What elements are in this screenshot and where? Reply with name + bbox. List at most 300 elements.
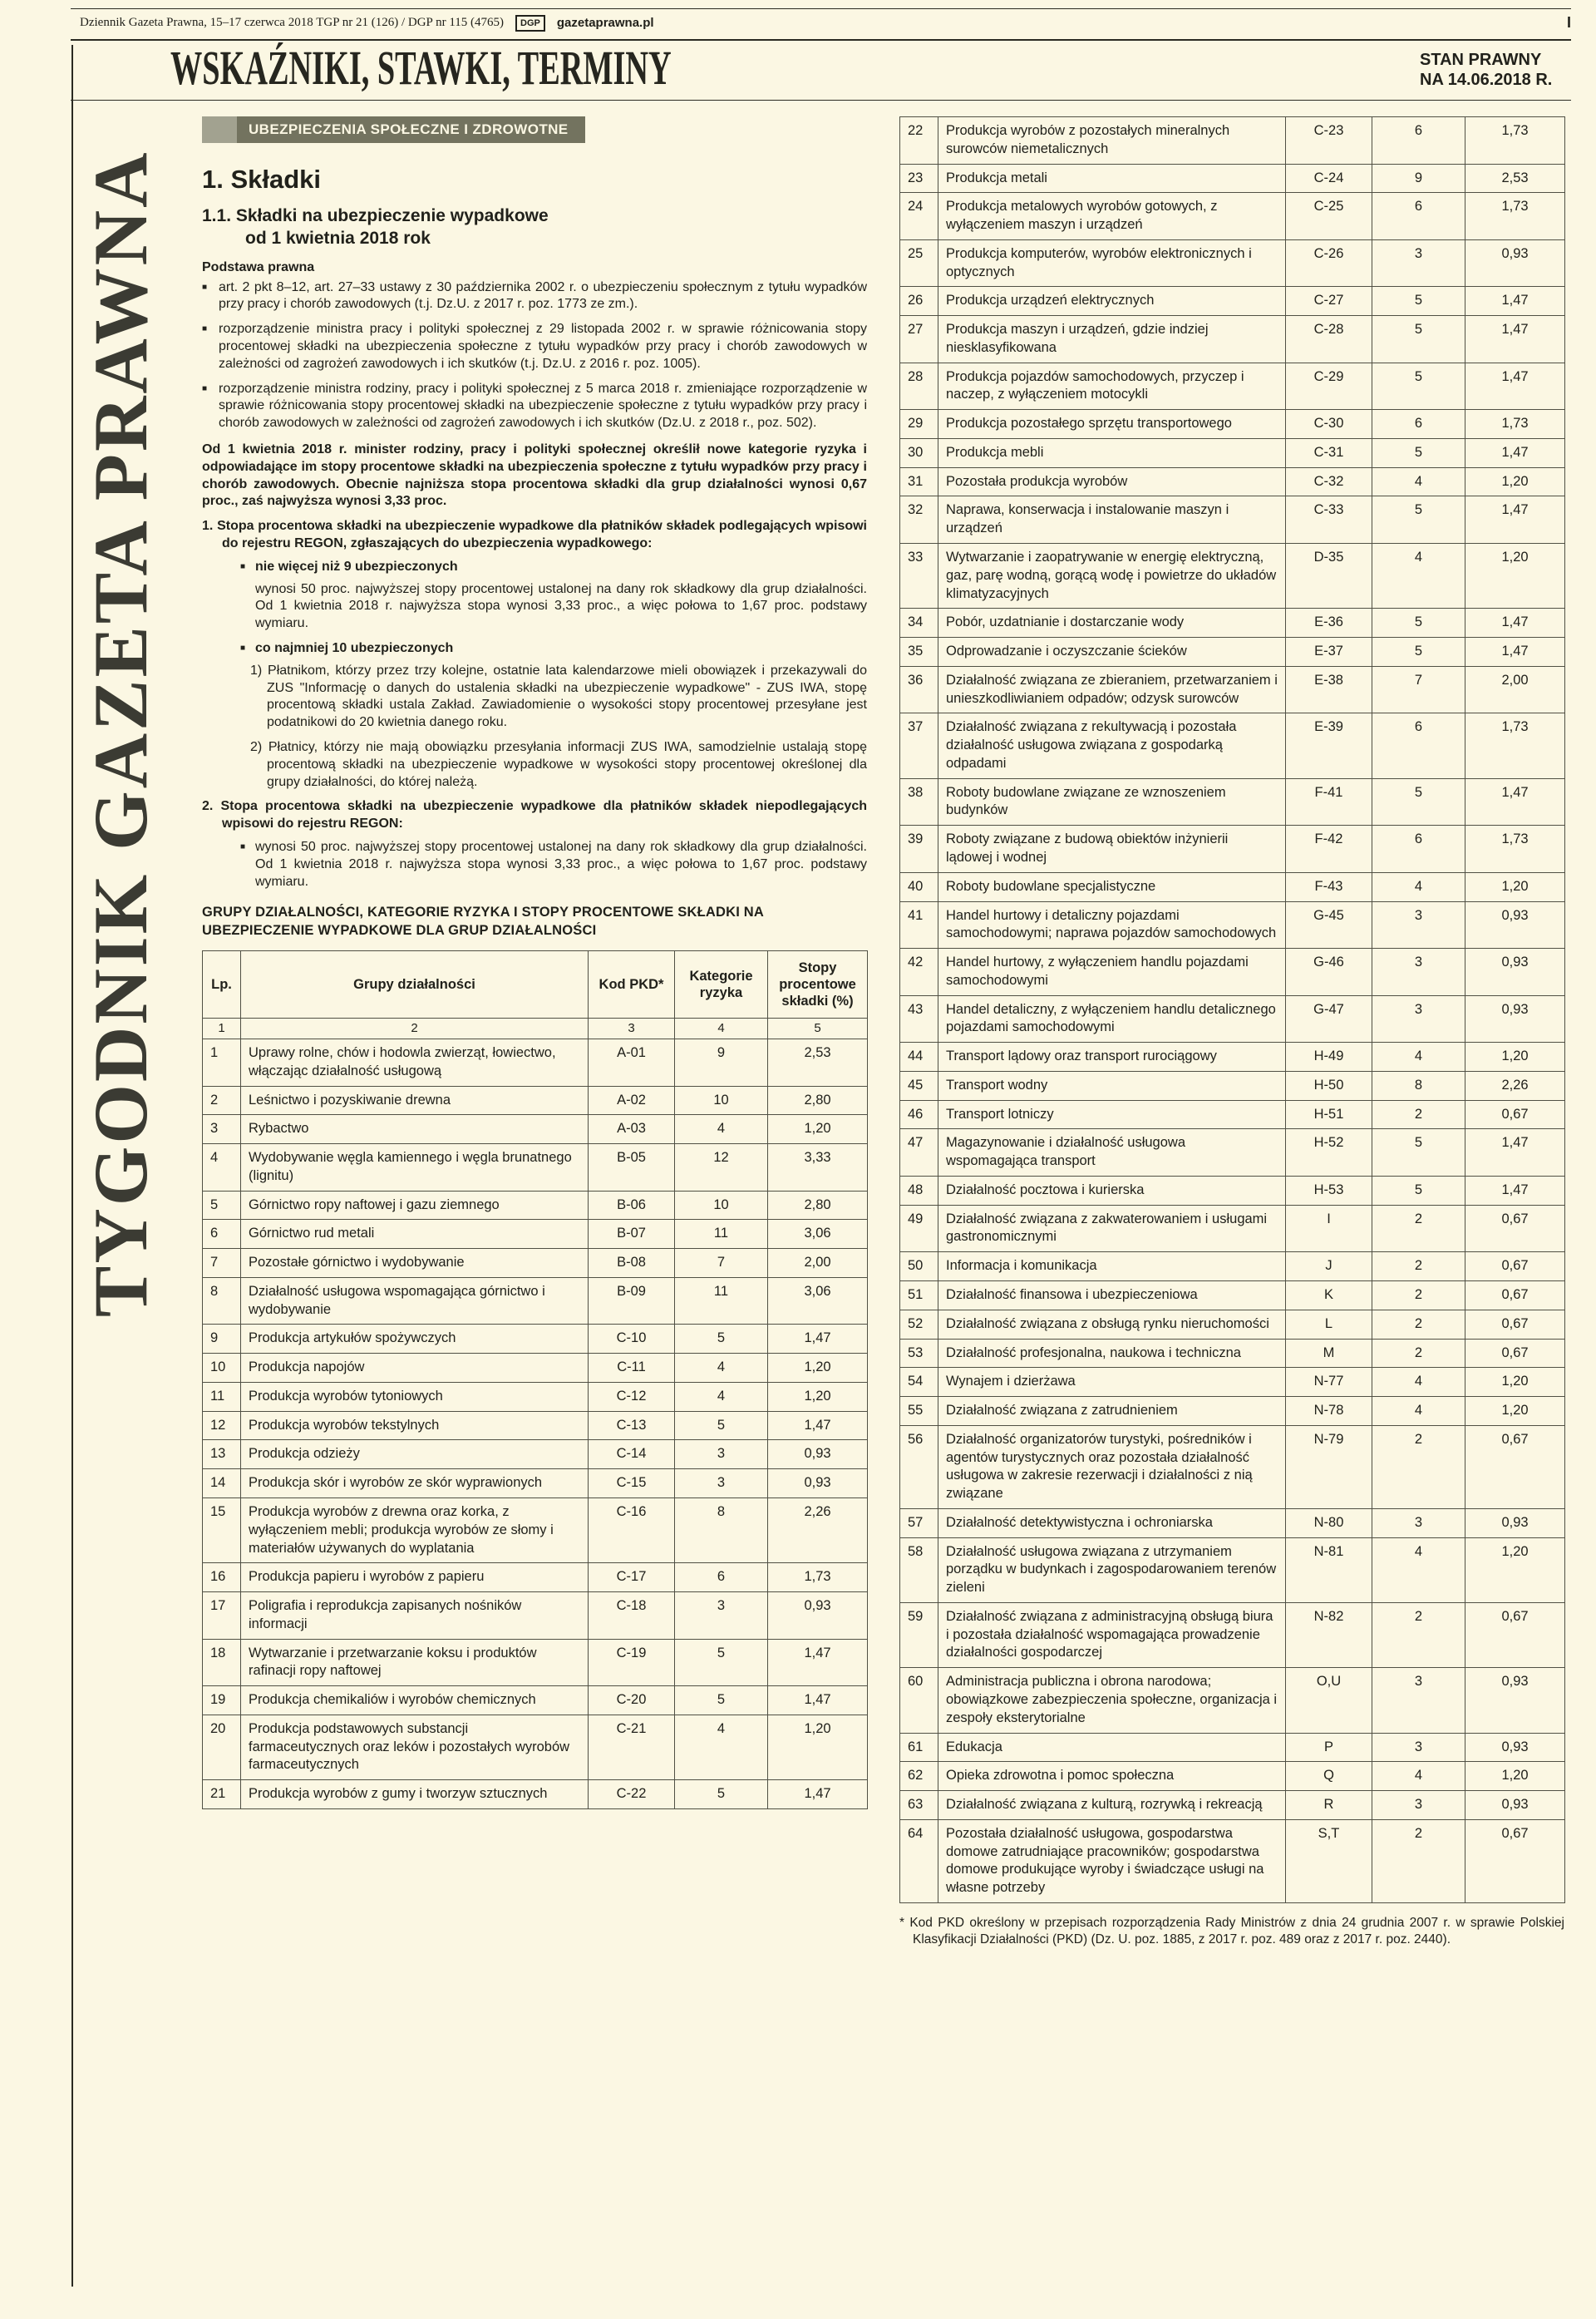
- row-pkd-code: C-20: [589, 1686, 675, 1715]
- section-banner-title: UBEZPIECZENIA SPOŁECZNE I ZDROWOTNE: [237, 116, 585, 143]
- row-activity: Administracja publiczna i obrona narodowa; obowiązkowe zabezpieczenia społeczne, organizacja i zespoły eksterytorialne: [938, 1668, 1286, 1733]
- row-pkd-code: N-82: [1286, 1602, 1372, 1667]
- row-activity: Produkcja papieru i wyrobów z papieru: [241, 1563, 589, 1592]
- row-activity: Produkcja mebli: [938, 438, 1286, 467]
- rates-table-left: [202, 950, 868, 1809]
- activity-row: [900, 901, 1565, 949]
- row-pkd-code: C-16: [589, 1498, 675, 1563]
- activity-row: [900, 1043, 1565, 1072]
- activity-row: [203, 1039, 868, 1087]
- row-pkd-code: C-27: [1286, 287, 1372, 316]
- left-column: [202, 116, 867, 1809]
- activity-row: [203, 1277, 868, 1325]
- row-pkd-code: O,U: [1286, 1668, 1372, 1733]
- activity-row: [203, 1639, 868, 1686]
- activity-row: [203, 1144, 868, 1192]
- activity-row: [203, 1411, 868, 1440]
- row-lp: 63: [900, 1791, 938, 1820]
- row-rate: 0,93: [768, 1440, 868, 1469]
- row-activity: Transport lotniczy: [938, 1100, 1286, 1129]
- row-lp: 53: [900, 1339, 938, 1368]
- row-pkd-code: E-39: [1286, 713, 1372, 778]
- row-lp: 14: [203, 1469, 241, 1498]
- row-activity: Pozostała działalność usługowa, gospodarstwa domowe zatrudniające pracowników; gospodarstwa domowe produkujące wyroby i świadczące usługi na własne potrzeby: [938, 1819, 1286, 1902]
- row-activity: Produkcja pojazdów samochodowych, przyczep i naczep, z wyłączeniem motocykli: [938, 363, 1286, 410]
- row-activity: Handel hurtowy i detaliczny pojazdami samochodowymi; naprawa pojazdów samochodowych: [938, 901, 1286, 949]
- row-rate: 1,20: [1465, 544, 1565, 609]
- top-rule: [71, 8, 1571, 9]
- row-activity: Opieka zdrowotna i pomoc społeczna: [938, 1762, 1286, 1791]
- row-lp: 59: [900, 1602, 938, 1667]
- row-risk-category: 3: [1372, 1733, 1465, 1762]
- row-rate: 1,20: [768, 1115, 868, 1144]
- legal-basis-label: Podstawa prawna: [202, 259, 315, 274]
- row-lp: 5: [203, 1191, 241, 1220]
- row-rate: 0,93: [1465, 1791, 1565, 1820]
- col-number-1: 1: [203, 1019, 241, 1039]
- row-risk-category: 11: [675, 1220, 768, 1249]
- row-rate: 0,67: [1465, 1205, 1565, 1252]
- row-lp: 4: [203, 1144, 241, 1192]
- row-risk-category: 4: [675, 1354, 768, 1383]
- row-pkd-code: G-45: [1286, 901, 1372, 949]
- row-rate: 2,80: [768, 1086, 868, 1115]
- row-risk-category: 5: [675, 1780, 768, 1809]
- row-rate: 0,67: [1465, 1425, 1565, 1508]
- vertical-masthead: [76, 103, 170, 1317]
- vertical-masthead-text: TYGODNIK GAZETA PRAWNA: [78, 150, 163, 1317]
- row-pkd-code: J: [1286, 1252, 1372, 1281]
- row-lp: 26: [900, 287, 938, 316]
- row-rate: 2,26: [768, 1498, 868, 1563]
- row-pkd-code: C-13: [589, 1411, 675, 1440]
- row-pkd-code: D-35: [1286, 544, 1372, 609]
- row-risk-category: 2: [1372, 1252, 1465, 1281]
- activity-row: [900, 1252, 1565, 1281]
- row-risk-category: 2: [1372, 1280, 1465, 1310]
- right-column: [899, 116, 1564, 1949]
- row-rate: 1,47: [1465, 287, 1565, 316]
- row-activity: Pozostała produkcja wyrobów: [938, 467, 1286, 496]
- row-lp: 46: [900, 1100, 938, 1129]
- row-lp: 56: [900, 1425, 938, 1508]
- row-lp: 21: [203, 1780, 241, 1809]
- row-activity: Produkcja wyrobów tekstylnych: [241, 1411, 589, 1440]
- row-rate: 1,73: [1465, 713, 1565, 778]
- row-pkd-code: N-81: [1286, 1537, 1372, 1602]
- row-risk-category: 5: [1372, 496, 1465, 544]
- row-risk-category: 3: [1372, 901, 1465, 949]
- row-pkd-code: C-25: [1286, 193, 1372, 240]
- col-number-5: 5: [768, 1019, 868, 1039]
- row-lp: 44: [900, 1043, 938, 1072]
- row-lp: 64: [900, 1819, 938, 1902]
- row-pkd-code: H-51: [1286, 1100, 1372, 1129]
- row-rate: 2,80: [768, 1191, 868, 1220]
- col-header-rate: Stopy procentowe składki (%): [768, 950, 868, 1018]
- activity-row: [203, 1563, 868, 1592]
- row-pkd-code: C-18: [589, 1592, 675, 1640]
- row-activity: Wynajem i dzierżawa: [938, 1368, 1286, 1397]
- point-1-heading: 1. Stopa procentowa składki na ubezpieczenie wypadkowe dla płatników składek podlegających wpisowi do rejestru REGON, zgłaszających do ubezpieczenia wypadkowego:: [202, 519, 867, 550]
- row-pkd-code: I: [1286, 1205, 1372, 1252]
- legal-status-line2: NA 14.06.2018 R.: [1420, 71, 1553, 89]
- row-lp: 3: [203, 1115, 241, 1144]
- row-risk-category: 9: [675, 1039, 768, 1087]
- row-rate: 1,73: [1465, 117, 1565, 165]
- row-lp: 25: [900, 239, 938, 287]
- row-activity: Produkcja artykułów spożywczych: [241, 1325, 589, 1354]
- activity-row: [900, 872, 1565, 901]
- row-rate: 1,20: [768, 1715, 868, 1779]
- activity-row: [900, 1129, 1565, 1177]
- row-risk-category: 3: [1372, 949, 1465, 996]
- row-risk-category: 4: [1372, 1762, 1465, 1791]
- row-pkd-code: A-02: [589, 1086, 675, 1115]
- row-rate: 0,93: [1465, 1508, 1565, 1537]
- activity-row: [900, 316, 1565, 363]
- point-1-numbered-item-1: 1) Płatnikom, którzy przez trzy kolejne, ostatnie lata kalendarzowe mieli obowiązek i przekazywali do ZUS "Informację o danych do ustalenia składki na ubezpieczenie wypadkowe" - ZUS IWA, stopę procentową składki ustala Zakład. Zawiadomienie o wysokości stopy procentowej przesyłane jest podatnikowi do 20 kwietnia danego roku.: [250, 663, 867, 730]
- row-pkd-code: C-30: [1286, 410, 1372, 439]
- row-risk-category: 5: [1372, 638, 1465, 667]
- row-pkd-code: E-37: [1286, 638, 1372, 667]
- row-pkd-code: C-26: [1286, 239, 1372, 287]
- row-rate: 2,53: [768, 1039, 868, 1087]
- activity-row: [900, 1508, 1565, 1537]
- row-rate: 1,20: [1465, 1397, 1565, 1426]
- row-rate: 1,73: [768, 1563, 868, 1592]
- row-pkd-code: S,T: [1286, 1819, 1372, 1902]
- activity-row: [203, 1086, 868, 1115]
- row-lp: 27: [900, 316, 938, 363]
- row-rate: 0,67: [1465, 1310, 1565, 1339]
- table-header-row: [203, 950, 868, 1018]
- point-1-bullet-1-label: ■ nie więcej niż 9 ubezpieczonych: [240, 559, 867, 576]
- row-risk-category: 4: [1372, 1368, 1465, 1397]
- row-activity: Magazynowanie i działalność usługowa wspomagająca transport: [938, 1129, 1286, 1177]
- rates-table-right: [899, 116, 1565, 1903]
- row-risk-category: 4: [675, 1715, 768, 1779]
- activity-row: [900, 1425, 1565, 1508]
- row-lp: 6: [203, 1220, 241, 1249]
- activity-row: [900, 438, 1565, 467]
- activity-row: [900, 1310, 1565, 1339]
- row-activity: Działalność detektywistyczna i ochroniarska: [938, 1508, 1286, 1537]
- row-pkd-code: C-12: [589, 1382, 675, 1411]
- activity-row: [900, 1176, 1565, 1205]
- activity-row: [900, 117, 1565, 165]
- activity-row: [900, 949, 1565, 996]
- row-rate: 1,20: [1465, 1043, 1565, 1072]
- row-rate: 1,47: [768, 1686, 868, 1715]
- row-risk-category: 5: [1372, 438, 1465, 467]
- activity-row: [900, 1791, 1565, 1820]
- row-pkd-code: C-31: [1286, 438, 1372, 467]
- masthead: [80, 14, 1571, 32]
- row-rate: 1,73: [1465, 193, 1565, 240]
- row-risk-category: 5: [675, 1639, 768, 1686]
- row-rate: 0,67: [1465, 1252, 1565, 1281]
- row-pkd-code: L: [1286, 1310, 1372, 1339]
- activity-row: [900, 778, 1565, 826]
- activity-row: [900, 496, 1565, 544]
- title-rule: [71, 100, 1571, 101]
- row-risk-category: 4: [1372, 467, 1465, 496]
- site-url[interactable]: gazetaprawna.pl: [556, 16, 654, 30]
- activity-row: [203, 1498, 868, 1563]
- row-risk-category: 5: [675, 1686, 768, 1715]
- row-lp: 34: [900, 609, 938, 638]
- row-risk-category: 4: [675, 1115, 768, 1144]
- row-lp: 58: [900, 1537, 938, 1602]
- activity-row: [900, 1071, 1565, 1100]
- row-activity: Leśnictwo i pozyskiwanie drewna: [241, 1086, 589, 1115]
- page-number: I: [1566, 14, 1571, 31]
- activity-row: [900, 544, 1565, 609]
- row-pkd-code: B-09: [589, 1277, 675, 1325]
- row-rate: 0,93: [768, 1469, 868, 1498]
- row-pkd-code: H-53: [1286, 1176, 1372, 1205]
- row-lp: 18: [203, 1639, 241, 1686]
- activity-row: [900, 164, 1565, 193]
- point-2-bullet-text: ■ wynosi 50 proc. najwyższej stopy procentowej ustalonej na dany rok składkowy dla grup działalności. Od 1 kwietnia 2018 r. najwyższa stopa wynosi 3,33 proc., a więc połowa to 1,67 proc. podstawy wymiaru.: [240, 839, 867, 891]
- row-rate: 1,47: [768, 1780, 868, 1809]
- row-pkd-code: F-42: [1286, 826, 1372, 873]
- row-pkd-code: C-23: [1286, 117, 1372, 165]
- activity-row: [203, 1686, 868, 1715]
- activity-row: [203, 1382, 868, 1411]
- row-lp: 10: [203, 1354, 241, 1383]
- activity-row: [900, 1762, 1565, 1791]
- row-lp: 40: [900, 872, 938, 901]
- row-rate: 1,20: [1465, 1762, 1565, 1791]
- row-rate: 0,67: [1465, 1819, 1565, 1902]
- row-lp: 19: [203, 1686, 241, 1715]
- row-risk-category: 4: [1372, 1537, 1465, 1602]
- row-rate: 1,47: [1465, 778, 1565, 826]
- row-pkd-code: F-43: [1286, 872, 1372, 901]
- row-risk-category: 3: [675, 1469, 768, 1498]
- row-pkd-code: N-78: [1286, 1397, 1372, 1426]
- banner-accent-block: [202, 116, 237, 143]
- row-rate: 2,00: [768, 1249, 868, 1278]
- activity-row: [203, 1325, 868, 1354]
- activity-row: [900, 410, 1565, 439]
- row-pkd-code: R: [1286, 1791, 1372, 1820]
- row-lp: 2: [203, 1086, 241, 1115]
- column-number-row: [203, 1019, 868, 1039]
- row-rate: 0,67: [1465, 1602, 1565, 1667]
- row-lp: 51: [900, 1280, 938, 1310]
- row-pkd-code: C-29: [1286, 363, 1372, 410]
- row-activity: Produkcja odzieży: [241, 1440, 589, 1469]
- row-lp: 15: [203, 1498, 241, 1563]
- row-lp: 16: [203, 1563, 241, 1592]
- section-banner: [202, 116, 585, 143]
- row-rate: 1,20: [1465, 1368, 1565, 1397]
- activity-row: [900, 638, 1565, 667]
- row-risk-category: 2: [1372, 1205, 1465, 1252]
- row-lp: 29: [900, 410, 938, 439]
- row-activity: Roboty związane z budową obiektów inżynierii lądowej i wodnej: [938, 826, 1286, 873]
- row-risk-category: 4: [1372, 872, 1465, 901]
- dgp-logo: DGP: [515, 15, 545, 32]
- row-risk-category: 3: [1372, 1668, 1465, 1733]
- row-pkd-code: H-49: [1286, 1043, 1372, 1072]
- row-risk-category: 7: [1372, 666, 1465, 713]
- row-activity: Działalność związana z kulturą, rozrywką i rekreacją: [938, 1791, 1286, 1820]
- row-risk-category: 3: [675, 1592, 768, 1640]
- row-lp: 35: [900, 638, 938, 667]
- row-lp: 36: [900, 666, 938, 713]
- row-lp: 42: [900, 949, 938, 996]
- masthead-issue-info: Dziennik Gazeta Prawna, 15–17 czerwca 2018 TGP nr 21 (126) / DGP nr 115 (4765): [80, 16, 505, 29]
- col-header-risk: Kategorie ryzyka: [675, 950, 768, 1018]
- row-activity: Rybactwo: [241, 1115, 589, 1144]
- row-pkd-code: A-03: [589, 1115, 675, 1144]
- row-activity: Działalność związana z rekultywacją i pozostała działalność usługowa związana z gospodarką odpadami: [938, 713, 1286, 778]
- col-header-pkd: Kod PKD*: [589, 950, 675, 1018]
- row-rate: 1,47: [1465, 496, 1565, 544]
- row-rate: 3,33: [768, 1144, 868, 1192]
- row-pkd-code: B-08: [589, 1249, 675, 1278]
- row-pkd-code: C-17: [589, 1563, 675, 1592]
- row-rate: 1,47: [1465, 1129, 1565, 1177]
- legal-basis-item-1: ■ art. 2 pkt 8–12, art. 27–33 ustawy z 30 października 2002 r. o ubezpieczeniu społecznym z tytułu wypadków przy pracy i chorób zawodowych (t.j. Dz.U. z 2017 r. poz. 1773 ze zm.).: [202, 279, 867, 314]
- row-pkd-code: C-11: [589, 1354, 675, 1383]
- row-risk-category: 6: [1372, 117, 1465, 165]
- row-activity: Handel hurtowy, z wyłączeniem handlu pojazdami samochodowymi: [938, 949, 1286, 996]
- row-rate: 1,47: [1465, 1176, 1565, 1205]
- activity-row: [900, 713, 1565, 778]
- row-risk-category: 5: [1372, 778, 1465, 826]
- row-activity: Pobór, uzdatnianie i dostarczanie wody: [938, 609, 1286, 638]
- activity-row: [900, 363, 1565, 410]
- row-pkd-code: E-36: [1286, 609, 1372, 638]
- row-pkd-code: C-19: [589, 1639, 675, 1686]
- row-activity: Produkcja komputerów, wyrobów elektronicznych i optycznych: [938, 239, 1286, 287]
- rates-table-right-body: [900, 117, 1565, 1903]
- activity-row: [900, 995, 1565, 1043]
- row-activity: Działalność związana z obsługą rynku nieruchomości: [938, 1310, 1286, 1339]
- row-risk-category: 6: [1372, 713, 1465, 778]
- activity-row: [203, 1469, 868, 1498]
- row-pkd-code: C-28: [1286, 316, 1372, 363]
- activity-row: [900, 287, 1565, 316]
- row-pkd-code: H-50: [1286, 1071, 1372, 1100]
- row-lp: 7: [203, 1249, 241, 1278]
- row-activity: Odprowadzanie i oczyszczanie ścieków: [938, 638, 1286, 667]
- legal-status-line1: STAN PRAWNY: [1420, 51, 1542, 69]
- row-activity: Produkcja urządzeń elektrycznych: [938, 287, 1286, 316]
- row-rate: 3,06: [768, 1220, 868, 1249]
- row-rate: 0,93: [1465, 239, 1565, 287]
- point-2-heading: 2. Stopa procentowa składki na ubezpieczenie wypadkowe dla płatników składek niepodlegających wpisowi do rejestru REGON:: [202, 799, 867, 831]
- point-1-bullet-2-label: ■ co najmniej 10 ubezpieczonych: [240, 640, 867, 658]
- activity-row: [900, 609, 1565, 638]
- row-activity: Uprawy rolne, chów i hodowla zwierząt, łowiectwo, włączając działalność usługową: [241, 1039, 589, 1087]
- row-lp: 1: [203, 1039, 241, 1087]
- row-risk-category: 5: [1372, 363, 1465, 410]
- activity-row: [900, 666, 1565, 713]
- col-number-3: 3: [589, 1019, 675, 1039]
- left-vertical-rule: [71, 45, 73, 2287]
- row-rate: 1,47: [1465, 316, 1565, 363]
- row-pkd-code: B-05: [589, 1144, 675, 1192]
- col-number-4: 4: [675, 1019, 768, 1039]
- point-1-bullet-1-text: wynosi 50 proc. najwyższej stopy procentowej ustalonej na dany rok składkowy dla grup działalności. Od 1 kwietnia 2018 r. najwyższa stopa wynosi 3,33 proc., a więc połowa to 1,67 proc. podstawy wymiaru.: [255, 581, 867, 631]
- row-pkd-code: C-33: [1286, 496, 1372, 544]
- row-pkd-code: Q: [1286, 1762, 1372, 1791]
- row-activity: Produkcja metali: [938, 164, 1286, 193]
- row-risk-category: 4: [1372, 1397, 1465, 1426]
- row-risk-category: 5: [1372, 1176, 1465, 1205]
- col-number-2: 2: [241, 1019, 589, 1039]
- legal-basis-item-2: ■ rozporządzenie ministra pracy i polityki społecznej z 29 listopada 2002 r. w sprawie różnicowania stopy procentowej składki na ubezpieczenia społeczne z tytułu wypadków przy pracy i chorób zawodowych w zależności od zagrożeń zawodowych i ich skutków (t.j. Dz.U. z 2016 r. poz. 1005).: [202, 321, 867, 373]
- row-rate: 1,20: [1465, 872, 1565, 901]
- row-pkd-code: B-06: [589, 1191, 675, 1220]
- row-rate: 0,93: [1465, 995, 1565, 1043]
- heading-1-1-line2: od 1 kwietnia 2018 rok: [245, 229, 431, 249]
- activity-row: [203, 1220, 868, 1249]
- intro-paragraph: Od 1 kwietnia 2018 r. minister rodziny, pracy i polityki społecznej określił nowe kategorie ryzyka i odpowiadające im stopy procentowe składki na ubezpieczenia społeczne z tytułu wypadków przy pracy i chorób zawodowych. Obecnie najniższa stopa procentowa składki dla grup działalności wynosi 0,67 proc., zaś najwyższa wynosi 3,33 proc.: [202, 442, 867, 509]
- row-risk-category: 6: [1372, 193, 1465, 240]
- row-risk-category: 6: [1372, 826, 1465, 873]
- row-lp: 33: [900, 544, 938, 609]
- row-lp: 62: [900, 1762, 938, 1791]
- row-rate: 2,00: [1465, 666, 1565, 713]
- row-activity: Handel detaliczny, z wyłączeniem handlu detalicznego pojazdami samochodowymi: [938, 995, 1286, 1043]
- row-risk-category: 2: [1372, 1819, 1465, 1902]
- row-activity: Działalność pocztowa i kurierska: [938, 1176, 1286, 1205]
- row-activity: Górnictwo ropy naftowej i gazu ziemnego: [241, 1191, 589, 1220]
- activity-row: [203, 1780, 868, 1809]
- point-1-numbered-item-2: 2) Płatnicy, którzy nie mają obowiązku przesyłania informacji ZUS IWA, samodzielnie ustalają stopę procentową składki na ubezpieczenie wypadkowe w wysokości stopy procentowej określonej dla grupy działalności, do której należą.: [250, 739, 867, 789]
- row-lp: 52: [900, 1310, 938, 1339]
- row-rate: 1,47: [768, 1411, 868, 1440]
- row-risk-category: 2: [1372, 1425, 1465, 1508]
- row-lp: 11: [203, 1382, 241, 1411]
- row-rate: 1,20: [1465, 1537, 1565, 1602]
- row-risk-category: 9: [1372, 164, 1465, 193]
- row-activity: Działalność usługowa wspomagająca górnictwo i wydobywanie: [241, 1277, 589, 1325]
- row-risk-category: 10: [675, 1086, 768, 1115]
- row-rate: 2,53: [1465, 164, 1565, 193]
- activity-row: [900, 1205, 1565, 1252]
- col-header-activity: Grupy działalności: [241, 950, 589, 1018]
- activity-row: [203, 1249, 868, 1278]
- row-rate: 1,47: [1465, 363, 1565, 410]
- activity-row: [900, 1668, 1565, 1733]
- row-activity: Produkcja skór i wyrobów ze skór wyprawionych: [241, 1469, 589, 1498]
- row-lp: 41: [900, 901, 938, 949]
- row-lp: 9: [203, 1325, 241, 1354]
- row-rate: 1,47: [768, 1325, 868, 1354]
- row-activity: Produkcja wyrobów z pozostałych mineralnych surowców niemetalicznych: [938, 117, 1286, 165]
- row-risk-category: 4: [1372, 544, 1465, 609]
- row-lp: 13: [203, 1440, 241, 1469]
- activity-row: [203, 1715, 868, 1779]
- activity-row: [900, 826, 1565, 873]
- row-lp: 28: [900, 363, 938, 410]
- pkd-footnote: * Kod PKD określony w przepisach rozporządzenia Rady Ministrów z dnia 24 grudnia 2007 r. w sprawie Polskiej Klasyfikacji Działalności (PKD) (Dz. U. poz. 1885, z 2017 r. poz. 489 oraz z 2017 r. poz. 2440).: [899, 1915, 1564, 1947]
- row-risk-category: 12: [675, 1144, 768, 1192]
- row-rate: 1,20: [768, 1354, 868, 1383]
- row-activity: Produkcja metalowych wyrobów gotowych, z wyłączeniem maszyn i urządzeń: [938, 193, 1286, 240]
- row-pkd-code: C-14: [589, 1440, 675, 1469]
- row-lp: 50: [900, 1252, 938, 1281]
- row-risk-category: 5: [675, 1411, 768, 1440]
